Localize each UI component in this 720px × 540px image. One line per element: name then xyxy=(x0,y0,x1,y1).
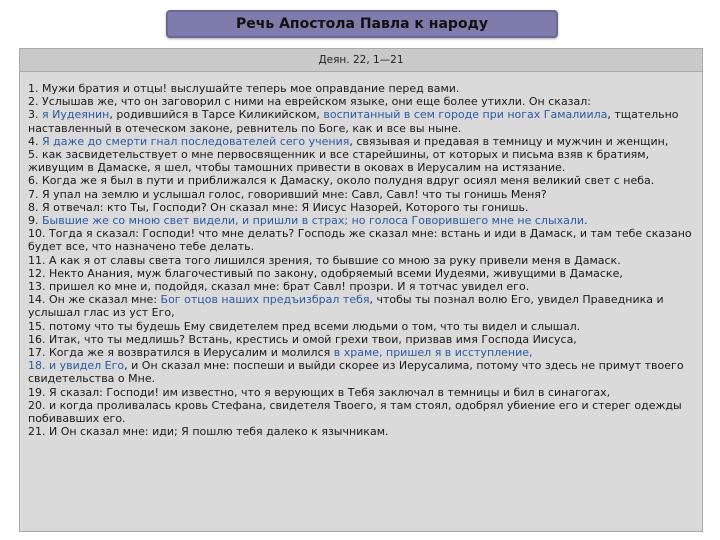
verse: 7. Я упал на землю и услышал голос, говоривший мне: Савл, Савл! что ты гонишь Меня? xyxy=(28,187,547,201)
highlighted-phrase: Бывшие же со мною свет видели, и пришли в страх; но голоса Говорившего мне не слыхали xyxy=(42,214,585,228)
verse: 18. и увидел Его, и Он сказал мне: поспеши и выйди скорее из Иерусалима, потому что здесь не примут твоего свидетельства о Мне. xyxy=(28,359,684,386)
highlighted-phrase: Я даже до смерти гнал последователей сего учения xyxy=(42,134,350,148)
verse: 15. потому что ты будешь Ему свидетелем пред всеми людьми о том, что ты видел и слышал. xyxy=(28,319,581,333)
verse: 19. Я сказал: Господи! им известно, что я верующих в Тебя заключал в темницы и бил в синагогах, xyxy=(28,385,611,399)
highlighted-phrase: в храме, пришел я в исступление, xyxy=(333,346,533,360)
verse: 16. Итак, что ты медлишь? Встань, крестись и омой грехи твои, призвав имя Господа Иисуса, xyxy=(28,332,577,346)
page-title: Речь Апостола Павла к народу xyxy=(236,16,488,32)
verse: 20. и когда проливалась кровь Стефана, свидетеля Твоего, я там стоял, одобрял убиение его и стерег одежды побивавших его. xyxy=(28,398,682,426)
scripture-reference: Деян. 22, 1—21 xyxy=(318,54,404,66)
verse: 3. я Иудеянин, родившийся в Тарсе Киликийском, воспитанный в сем городе при ногах Гамалиила, тщательно наставленный в отеческом законе, ревнитель по Боге, как и все вы ныне. xyxy=(28,108,679,135)
highlighted-phrase: Бог отцов наших предъизбрал тебя xyxy=(160,293,370,307)
verse: 2. Услышав же, что он заговорил с ними на еврейском языке, они еще более утихли. Он сказал: xyxy=(28,95,592,109)
verse: 6. Когда же я был в пути и приближался к Дамаску, около полудня вдруг осиял меня великий свет с неба. xyxy=(28,174,655,188)
verse: 10. Тогда я сказал: Господи! что мне делать? Господь же сказал мне: встань и иди в Дамаск, и там тебе сказано будет все, что назначено тебе делать. xyxy=(28,227,692,254)
verse: 17. Когда же я возвратился в Иерусалим и молился в храме, пришел я в исступление, xyxy=(28,346,533,360)
highlighted-phrase: 18. и увидел Его xyxy=(28,359,125,373)
scripture-panel xyxy=(19,48,703,532)
verse: 12. Некто Анания, муж благочестивый по закону, одобряемый всеми Иудеями, живущими в Дамаске, xyxy=(28,266,623,280)
verse: 11. А как я от славы света того лишился зрения, то бывшие со мною за руку привели меня в Дамаск. xyxy=(28,253,621,267)
verse: 9. Бывшие же со мною свет видели, и пришли в страх; но голоса Говорившего мне не слыхали. xyxy=(28,214,588,228)
verse-list xyxy=(20,72,702,438)
verse: 21. И Он сказал мне: иди; Я пошлю тебя далеко к язычникам. xyxy=(28,425,389,439)
verse: 13. пришел ко мне и, подойдя, сказал мне: брат Савл! прозри. И я тотчас увидел его. xyxy=(28,280,530,294)
reference-header xyxy=(20,49,702,72)
verse: 5. как засвидетельствует о мне первосвященник и все старейшины, от которых и письма взяв к братиям, живущим в Дамаске, я шел, чтобы тамошних привести в оковах в Иерусалим на истязание. xyxy=(28,148,650,175)
highlighted-phrase: я Иудеянин xyxy=(42,108,110,122)
highlighted-phrase: воспитанный в сем городе при ногах Гамалиила xyxy=(323,108,608,122)
verse: 1. Мужи братия и отцы! выслушайте теперь мое оправдание перед вами. xyxy=(28,82,460,95)
verse: 4. Я даже до смерти гнал последователей сего учения, связывая и предавая в темницу и мужчин и женщин, xyxy=(28,134,669,148)
verse: 14. Он же сказал мне: Бог отцов наших предъизбрал тебя, чтобы ты познал волю Его, увидел Праведника и услышал глас из уст Его, xyxy=(28,293,664,320)
title-banner xyxy=(166,10,558,38)
verse: 8. Я отвечал: кто Ты, Господи? Он сказал мне: Я Иисус Назорей, Которого ты гонишь. xyxy=(28,200,529,214)
